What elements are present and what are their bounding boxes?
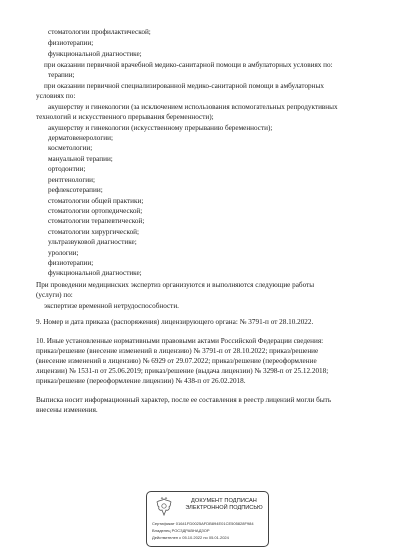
service-item: мануальной терапии; [48,155,113,163]
disclaimer-line: внесены изменения. [36,406,98,414]
e-signature-stamp [146,491,269,547]
stamp-validity: Действителен с 05.10.2022 по 05.01.2024 [152,535,229,540]
stamp-subtitle: ЭЛЕКТРОННОЙ ПОДПИСЬЮ [185,505,263,511]
service-item: акушерству и гинекологии (искусственному прерыванию беременности); [48,124,273,132]
service-item: рентгенологии; [48,176,95,184]
service-item: урологии; [48,249,79,257]
section-10-line: 10. Иные установленные нормативными правовыми актами Российской Федерации сведения: [36,337,324,345]
service-item: дерматовенерологии; [48,134,113,142]
service-item: акушерству и гинекологии (за исключением использования вспомогательных репродуктивных [48,103,338,111]
stamp-owner: Владелец РОСЗДРАВНАДЗОР [152,528,210,533]
service-item: ортодонтии; [48,165,86,173]
stamp-title: ДОКУМЕНТ ПОДПИСАН [191,498,257,504]
service-item: экспертизе временной нетрудоспособности. [44,302,179,310]
service-item: функциональной диагностике; [48,269,142,277]
service-item: ультразвуковой диагностике; [48,238,137,246]
stamp-certificate: Сертификат 01641FD0025AFDB894E01CE505828F984 [152,521,254,526]
section-header: при оказании первичной специализированной медико-санитарной помощи в амбулаторных [44,82,324,90]
section-header-cont: (услуги) по: [36,291,73,299]
service-item: физиотерапии; [48,259,94,267]
service-item: стоматологии хирургической; [48,228,140,236]
section-10-line: лицензии) № 1531-п от 25.06.2019; приказ/решение (выдача лицензии) № 3298-п от 25.12.2018; [36,367,329,375]
service-item: стоматологии профилактической; [48,28,151,36]
service-item: косметологии; [48,144,93,152]
service-item: стоматологии ортопедической; [48,207,143,215]
service-item: рефлексотерапии; [48,186,103,194]
service-item-cont: технологий и искусственного прерывания беременности); [36,113,214,121]
disclaimer-line: Выписка носит информационный характер, после ее составления в реестр лицензий могли быть [36,396,332,404]
section-10-line: приказ/решение (переоформление лицензии) № 438-п от 26.02.2018. [36,377,246,385]
section-header: при оказании первичной врачебной медико-санитарной помощи в амбулаторных условиях по: [44,61,333,69]
coat-of-arms-icon [153,497,175,517]
section-10-line: (внесение изменений в лицензию) № 6929 от 29.07.2022; приказ/решение (переоформление [36,357,317,365]
service-item: функциональной диагностике; [48,50,142,58]
service-item: стоматологии общей практики; [48,197,144,205]
service-item: терапии; [48,71,75,79]
section-header: При проведении медицинских экспертиз организуются и выполняются следующие работы [36,281,315,289]
service-item: физиотерапии; [48,39,94,47]
section-header-cont: условиях по: [36,92,76,100]
service-item: стоматологии терапевтической; [48,217,145,225]
section-10-line: приказ/решение (внесение изменений в лицензию) № 3791-п от 28.10.2022; приказ/решение [36,347,319,355]
section-9: 9. Номер и дата приказа (распоряжения) лицензирующего органа: № 3791-п от 28.10.2022. [36,318,314,326]
